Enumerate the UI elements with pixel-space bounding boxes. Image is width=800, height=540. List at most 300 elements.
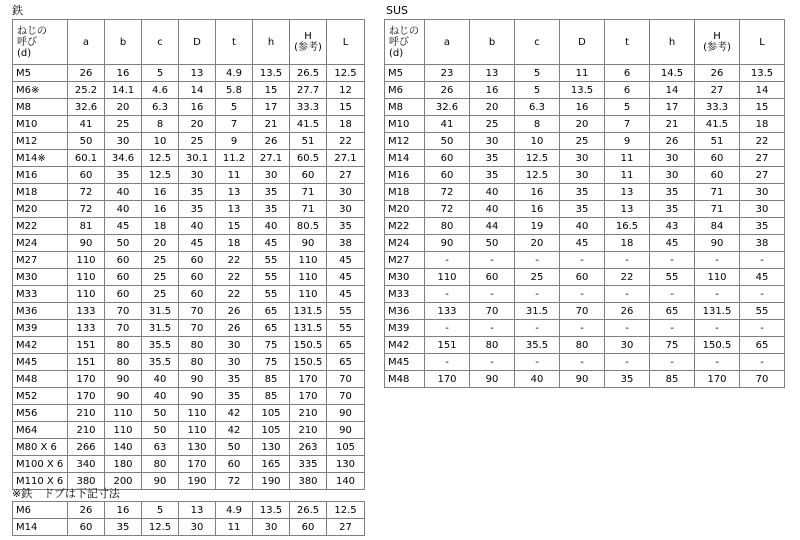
- dimension-cell: 110: [179, 422, 216, 439]
- dimension-cell: 25.2: [68, 82, 105, 99]
- dimension-cell: 110: [68, 269, 105, 286]
- header-text: 呼び: [389, 36, 409, 48]
- dimension-cell: -: [695, 320, 740, 337]
- dimension-cell: 22: [327, 133, 365, 150]
- dimension-cell: 11: [605, 167, 650, 184]
- dimension-cell: 65: [327, 337, 365, 354]
- dimension-cell: 42: [216, 422, 253, 439]
- dimension-cell: 90: [290, 235, 327, 252]
- dimension-cell: 105: [253, 422, 290, 439]
- dimension-cell: 13: [179, 65, 216, 82]
- iron-table-title: 鉄: [12, 4, 23, 17]
- dimension-cell: 60: [470, 269, 515, 286]
- dimension-cell: 7: [605, 116, 650, 133]
- dimension-cell: 71: [290, 201, 327, 218]
- dimension-cell: 27.1: [253, 150, 290, 167]
- table-row: [13, 235, 365, 252]
- dimension-cell: 170: [68, 388, 105, 405]
- dimension-cell: 5: [142, 502, 179, 519]
- dimension-cell: 60: [105, 286, 142, 303]
- header-text: a: [443, 36, 451, 48]
- dimension-cell: 11: [605, 150, 650, 167]
- dimension-cell: 80: [142, 456, 179, 473]
- dimension-cell: -: [740, 252, 785, 269]
- dimension-cell: 20: [515, 235, 560, 252]
- dimension-cell: 80.5: [290, 218, 327, 235]
- dimension-cell: 20: [179, 116, 216, 133]
- dimension-cell: 18: [327, 116, 365, 133]
- dimension-cell: 6: [605, 65, 650, 82]
- dimension-cell: 13.5: [253, 65, 290, 82]
- dimension-cell: 25: [515, 269, 560, 286]
- table-row: [385, 133, 785, 150]
- thread-size-cell: M18: [385, 184, 425, 201]
- dimension-cell: 30: [740, 201, 785, 218]
- dimension-cell: 90: [105, 388, 142, 405]
- dimension-cell: 90: [470, 371, 515, 388]
- dimension-cell: 30: [470, 133, 515, 150]
- dimension-cell: 26: [650, 133, 695, 150]
- header-column: [216, 20, 253, 65]
- dimension-cell: 151: [68, 337, 105, 354]
- dimension-cell: 170: [68, 371, 105, 388]
- dimension-cell: 13: [179, 502, 216, 519]
- dimension-cell: 50: [470, 235, 515, 252]
- dimension-cell: 75: [650, 337, 695, 354]
- thread-size-cell: M42: [13, 337, 68, 354]
- header-text: (d): [389, 47, 404, 59]
- sus-dimension-table: [384, 19, 785, 388]
- dimension-cell: 25: [142, 269, 179, 286]
- dimension-cell: 22: [216, 269, 253, 286]
- dimension-cell: 41: [68, 116, 105, 133]
- dimension-cell: 71: [695, 201, 740, 218]
- dimension-cell: 35: [253, 201, 290, 218]
- dimension-cell: 11: [216, 519, 253, 536]
- dimension-cell: 60: [105, 252, 142, 269]
- dimension-cell: 50: [425, 133, 470, 150]
- table-row: [385, 269, 785, 286]
- dimension-cell: 72: [68, 184, 105, 201]
- dimension-cell: 16: [560, 99, 605, 116]
- dimension-cell: 16: [142, 184, 179, 201]
- dimension-cell: 35: [560, 201, 605, 218]
- dimension-cell: 72: [216, 473, 253, 490]
- dimension-cell: -: [515, 320, 560, 337]
- dimension-cell: 55: [253, 269, 290, 286]
- dimension-cell: -: [740, 354, 785, 371]
- dimension-cell: 210: [68, 405, 105, 422]
- header-column: [179, 20, 216, 65]
- dimension-cell: -: [560, 354, 605, 371]
- header-column: [560, 20, 605, 65]
- dimension-cell: 70: [105, 303, 142, 320]
- table-row: [385, 337, 785, 354]
- dimension-cell: 60: [179, 252, 216, 269]
- dimension-cell: 210: [68, 422, 105, 439]
- dimension-cell: 266: [68, 439, 105, 456]
- dimension-cell: 70: [740, 371, 785, 388]
- dimension-cell: 12.5: [515, 150, 560, 167]
- dimension-cell: 85: [253, 371, 290, 388]
- dimension-cell: 263: [290, 439, 327, 456]
- header-text: t: [625, 36, 629, 48]
- dimension-cell: 60: [105, 269, 142, 286]
- dimension-cell: 15: [216, 218, 253, 235]
- dimension-cell: 60: [695, 167, 740, 184]
- dimension-cell: 70: [560, 303, 605, 320]
- dimension-cell: 70: [105, 320, 142, 337]
- dimension-cell: 18: [740, 116, 785, 133]
- dimension-cell: 13.5: [560, 82, 605, 99]
- thread-size-cell: M14: [13, 519, 68, 536]
- dimension-cell: 105: [253, 405, 290, 422]
- dimension-cell: -: [425, 286, 470, 303]
- dimension-cell: 26: [216, 303, 253, 320]
- thread-size-cell: M16: [385, 167, 425, 184]
- table-row: [13, 133, 365, 150]
- dimension-cell: 85: [650, 371, 695, 388]
- dimension-cell: 40: [470, 201, 515, 218]
- dimension-cell: 30: [327, 184, 365, 201]
- header-text: L: [759, 36, 765, 48]
- thread-size-cell: M24: [13, 235, 68, 252]
- dimension-cell: 70: [470, 303, 515, 320]
- dimension-cell: 26: [253, 133, 290, 150]
- dimension-cell: 26: [695, 65, 740, 82]
- dimension-cell: 35: [105, 167, 142, 184]
- thread-size-cell: M45: [385, 354, 425, 371]
- dimension-cell: 22: [605, 269, 650, 286]
- dimension-cell: 81: [68, 218, 105, 235]
- thread-size-cell: M48: [385, 371, 425, 388]
- dimension-cell: 51: [290, 133, 327, 150]
- thread-size-cell: M100 X 6: [13, 456, 68, 473]
- dimension-cell: 60: [216, 456, 253, 473]
- dimension-cell: 60: [290, 167, 327, 184]
- dimension-cell: 60: [290, 519, 327, 536]
- header-column: [68, 20, 105, 65]
- dimension-cell: 150.5: [290, 354, 327, 371]
- dimension-cell: 5: [142, 65, 179, 82]
- dimension-cell: 90: [142, 473, 179, 490]
- dimension-cell: 31.5: [142, 303, 179, 320]
- dimension-cell: 4.9: [216, 65, 253, 82]
- dimension-cell: 35: [105, 519, 142, 536]
- dimension-cell: 41: [425, 116, 470, 133]
- dimension-cell: 90: [560, 371, 605, 388]
- dimension-cell: 130: [179, 439, 216, 456]
- dimension-cell: 25: [470, 116, 515, 133]
- table-row: [385, 303, 785, 320]
- thread-size-cell: M110 X 6: [13, 473, 68, 490]
- header-text: a: [82, 36, 90, 48]
- dimension-cell: 70: [327, 388, 365, 405]
- dimension-cell: 13.5: [740, 65, 785, 82]
- dimension-cell: 12.5: [142, 519, 179, 536]
- header-column: [515, 20, 560, 65]
- dimension-cell: 30: [740, 184, 785, 201]
- dimension-cell: 9: [216, 133, 253, 150]
- dimension-cell: 45: [740, 269, 785, 286]
- dimension-cell: 80: [179, 354, 216, 371]
- dimension-cell: 50: [216, 439, 253, 456]
- dimension-cell: 180: [105, 456, 142, 473]
- dimension-cell: -: [650, 354, 695, 371]
- dimension-cell: 35.5: [515, 337, 560, 354]
- dimension-cell: 18: [605, 235, 650, 252]
- dimension-cell: 38: [740, 235, 785, 252]
- table-row: [13, 252, 365, 269]
- table-row: [13, 456, 365, 473]
- dimension-cell: 41.5: [290, 116, 327, 133]
- header-column: [425, 20, 470, 65]
- header-column: [695, 20, 740, 65]
- dimension-cell: -: [740, 286, 785, 303]
- dimension-cell: 35: [327, 218, 365, 235]
- header-column: [105, 20, 142, 65]
- table-row: [385, 82, 785, 99]
- dimension-cell: 60.1: [68, 150, 105, 167]
- dimension-cell: 110: [68, 286, 105, 303]
- dimension-cell: 51: [695, 133, 740, 150]
- dimension-cell: 35: [216, 371, 253, 388]
- thread-size-cell: M8: [13, 99, 68, 116]
- dimension-cell: 20: [470, 99, 515, 116]
- dimension-cell: 8: [142, 116, 179, 133]
- dimension-cell: 42: [216, 405, 253, 422]
- header-thread-size: [13, 20, 68, 65]
- dimension-cell: 60: [695, 150, 740, 167]
- dimension-cell: -: [605, 320, 650, 337]
- dimension-cell: 25: [105, 116, 142, 133]
- dimension-cell: 90: [327, 405, 365, 422]
- table-row: [13, 502, 365, 519]
- dimension-cell: 80: [105, 337, 142, 354]
- dimension-cell: 14.1: [105, 82, 142, 99]
- dimension-cell: 12.5: [142, 150, 179, 167]
- dimension-cell: 30: [179, 519, 216, 536]
- dimension-cell: 27: [327, 519, 365, 536]
- header-text: (d): [17, 47, 32, 59]
- dimension-cell: 18: [216, 235, 253, 252]
- dimension-cell: 16: [105, 65, 142, 82]
- thread-size-cell: M10: [385, 116, 425, 133]
- dimension-cell: 90: [425, 235, 470, 252]
- dimension-cell: 60.5: [290, 150, 327, 167]
- dimension-cell: 8: [515, 116, 560, 133]
- dimension-cell: 65: [253, 320, 290, 337]
- header-column: [327, 20, 365, 65]
- dimension-cell: 55: [327, 320, 365, 337]
- dimension-cell: 72: [68, 201, 105, 218]
- dimension-cell: 25: [179, 133, 216, 150]
- dimension-cell: 14: [740, 82, 785, 99]
- thread-size-cell: M14: [385, 150, 425, 167]
- header-row: [13, 20, 365, 65]
- dimension-cell: 19: [515, 218, 560, 235]
- dimension-cell: 17: [650, 99, 695, 116]
- dimension-cell: 30: [650, 150, 695, 167]
- dimension-cell: 170: [695, 371, 740, 388]
- header-text: H: [304, 31, 312, 42]
- dimension-cell: 32.6: [68, 99, 105, 116]
- dimension-cell: 45: [179, 235, 216, 252]
- dimension-cell: -: [650, 286, 695, 303]
- thread-size-cell: M6: [13, 502, 68, 519]
- header-text: t: [232, 36, 236, 48]
- thread-size-cell: M36: [13, 303, 68, 320]
- thread-size-cell: M33: [385, 286, 425, 303]
- dimension-cell: 35.5: [142, 354, 179, 371]
- dimension-cell: 33.3: [290, 99, 327, 116]
- dimension-cell: 170: [290, 371, 327, 388]
- dimension-cell: 22: [216, 252, 253, 269]
- dimension-cell: 5.8: [216, 82, 253, 99]
- dimension-cell: 165: [253, 456, 290, 473]
- dimension-cell: 15: [327, 99, 365, 116]
- dimension-cell: 40: [105, 184, 142, 201]
- dimension-cell: 45: [560, 235, 605, 252]
- thread-size-cell: M56: [13, 405, 68, 422]
- thread-size-cell: M8: [385, 99, 425, 116]
- dimension-cell: 34.6: [105, 150, 142, 167]
- dimension-cell: 6.3: [142, 99, 179, 116]
- dimension-cell: 22: [216, 286, 253, 303]
- dimension-cell: -: [515, 252, 560, 269]
- dimension-cell: 130: [253, 439, 290, 456]
- dimension-cell: 90: [179, 388, 216, 405]
- dimension-cell: 30: [560, 150, 605, 167]
- table-row: [13, 65, 365, 82]
- header-text: H: [713, 31, 721, 42]
- thread-size-cell: M33: [13, 286, 68, 303]
- thread-size-cell: M12: [385, 133, 425, 150]
- dimension-cell: 151: [425, 337, 470, 354]
- dimension-cell: 13: [216, 184, 253, 201]
- dimension-cell: 35: [470, 150, 515, 167]
- dimension-cell: 200: [105, 473, 142, 490]
- thread-size-cell: M80 X 6: [13, 439, 68, 456]
- dimension-cell: 5: [216, 99, 253, 116]
- dimension-cell: 45: [650, 235, 695, 252]
- dimension-cell: 71: [290, 184, 327, 201]
- dimension-cell: 85: [253, 388, 290, 405]
- dimension-cell: 133: [68, 303, 105, 320]
- thread-size-cell: M20: [385, 201, 425, 218]
- dimension-cell: 50: [105, 235, 142, 252]
- table-row: [385, 286, 785, 303]
- dimension-cell: 90: [105, 371, 142, 388]
- thread-size-cell: M12: [13, 133, 68, 150]
- dimension-cell: 110: [290, 286, 327, 303]
- dimension-cell: 16: [179, 99, 216, 116]
- dimension-cell: 35: [740, 218, 785, 235]
- dimension-cell: 30: [327, 201, 365, 218]
- hot-dip-note-title: ※鉄 ドブは下記寸法: [12, 487, 120, 500]
- dimension-cell: 90: [695, 235, 740, 252]
- header-thread-size: [385, 20, 425, 65]
- header-column: [290, 20, 327, 65]
- dimension-cell: 60: [425, 150, 470, 167]
- dimension-cell: 65: [650, 303, 695, 320]
- thread-size-cell: M27: [385, 252, 425, 269]
- dimension-cell: -: [605, 354, 650, 371]
- table-row: [13, 303, 365, 320]
- dimension-cell: 11: [216, 167, 253, 184]
- dimension-cell: 30: [560, 167, 605, 184]
- dimension-cell: 140: [105, 439, 142, 456]
- dimension-cell: 35: [605, 371, 650, 388]
- table-row: [13, 337, 365, 354]
- table-row: [385, 235, 785, 252]
- dimension-cell: 45: [327, 252, 365, 269]
- thread-size-cell: M6: [385, 82, 425, 99]
- dimension-cell: 14.5: [650, 65, 695, 82]
- dimension-cell: 40: [560, 218, 605, 235]
- dimension-cell: 110: [68, 252, 105, 269]
- dimension-cell: 70: [179, 303, 216, 320]
- dimension-cell: 55: [253, 252, 290, 269]
- dimension-cell: 16: [105, 502, 142, 519]
- header-text: 呼び: [17, 36, 37, 48]
- dimension-cell: 90: [179, 371, 216, 388]
- thread-size-cell: M42: [385, 337, 425, 354]
- dimension-cell: 70: [179, 320, 216, 337]
- dimension-cell: 40: [179, 218, 216, 235]
- dimension-cell: 80: [105, 354, 142, 371]
- dimension-cell: 80: [560, 337, 605, 354]
- dimension-cell: 30: [105, 133, 142, 150]
- dimension-cell: -: [650, 320, 695, 337]
- dimension-cell: 40: [253, 218, 290, 235]
- table-row: [385, 201, 785, 218]
- header-text: L: [342, 36, 349, 48]
- dimension-cell: 30.1: [179, 150, 216, 167]
- header-column: [142, 20, 179, 65]
- dimension-cell: 14: [179, 82, 216, 99]
- dimension-cell: 110: [179, 405, 216, 422]
- dimension-cell: 40: [470, 184, 515, 201]
- table-row: [13, 320, 365, 337]
- dimension-cell: 16: [142, 201, 179, 218]
- header-text: b: [488, 36, 496, 48]
- dimension-cell: 5: [515, 65, 560, 82]
- dimension-cell: 12.5: [327, 65, 365, 82]
- dimension-cell: 80: [470, 337, 515, 354]
- dimension-cell: 75: [253, 337, 290, 354]
- dimension-cell: 110: [105, 422, 142, 439]
- dimension-cell: -: [560, 320, 605, 337]
- dimension-cell: 45: [253, 235, 290, 252]
- dimension-cell: 13: [605, 201, 650, 218]
- dimension-cell: -: [425, 252, 470, 269]
- dimension-cell: 26: [216, 320, 253, 337]
- dimension-cell: -: [695, 286, 740, 303]
- dimension-cell: 14: [650, 82, 695, 99]
- dimension-cell: 12.5: [515, 167, 560, 184]
- dimension-cell: 63: [142, 439, 179, 456]
- dimension-cell: 7: [216, 116, 253, 133]
- dimension-cell: 26: [425, 82, 470, 99]
- thread-size-cell: M18: [13, 184, 68, 201]
- thread-size-cell: M22: [13, 218, 68, 235]
- dimension-cell: 25: [560, 133, 605, 150]
- dimension-cell: 11: [560, 65, 605, 82]
- dimension-cell: 44: [470, 218, 515, 235]
- dimension-cell: 110: [695, 269, 740, 286]
- header-text: D: [193, 36, 201, 48]
